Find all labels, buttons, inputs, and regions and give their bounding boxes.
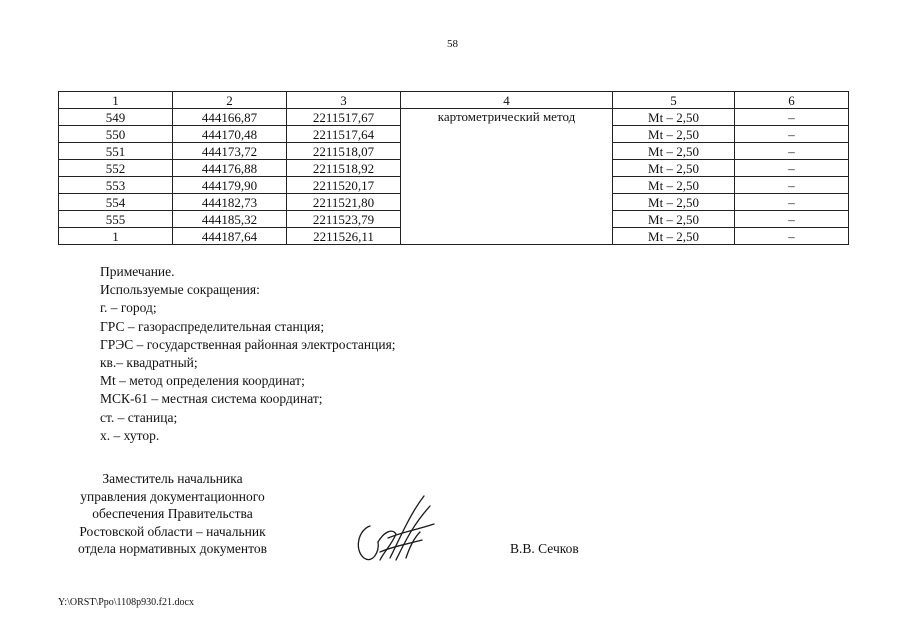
table-row bbox=[59, 109, 849, 126]
note-cell: – bbox=[735, 109, 849, 126]
note-cell: – bbox=[735, 211, 849, 228]
point-number: 551 bbox=[59, 143, 173, 160]
coordinate-x: 444173,72 bbox=[173, 143, 287, 160]
coordinate-y: 2211521,80 bbox=[287, 194, 401, 211]
coordinate-y: 2211517,67 bbox=[287, 109, 401, 126]
notes-block bbox=[100, 263, 396, 445]
point-number: 550 bbox=[59, 126, 173, 143]
coordinate-x: 444179,90 bbox=[173, 177, 287, 194]
column-header: 1 bbox=[59, 92, 173, 109]
signer-title-line: Ростовской области – начальник bbox=[79, 523, 266, 539]
coordinate-x: 444176,88 bbox=[173, 160, 287, 177]
notes-line: х. – хутор. bbox=[100, 427, 160, 443]
point-number: 1 bbox=[59, 228, 173, 245]
accuracy-cell: Mt – 2,50 bbox=[613, 211, 735, 228]
handwritten-signature bbox=[350, 488, 440, 566]
notes-title: Примечание. bbox=[100, 264, 175, 279]
signer-title-line: управления документационного bbox=[80, 488, 265, 504]
file-path: Y:\ORST\Ppo\1108p930.f21.docx bbox=[58, 597, 194, 608]
accuracy-cell: Mt – 2,50 bbox=[613, 109, 735, 126]
note-cell: – bbox=[735, 160, 849, 177]
column-header: 5 bbox=[613, 92, 735, 109]
note-cell: – bbox=[735, 126, 849, 143]
notes-line: ст. – станица; bbox=[100, 409, 178, 425]
accuracy-cell: Mt – 2,50 bbox=[613, 194, 735, 211]
coordinate-y: 2211520,17 bbox=[287, 177, 401, 194]
coordinate-y: 2211523,79 bbox=[287, 211, 401, 228]
signer-title bbox=[55, 470, 290, 558]
notes-line: ГРС – газораспределительная станция; bbox=[100, 318, 325, 334]
column-header: 4 bbox=[401, 92, 613, 109]
notes-line: Mt – метод определения координат; bbox=[100, 373, 305, 389]
note-cell: – bbox=[735, 194, 849, 211]
point-number: 553 bbox=[59, 177, 173, 194]
signer-title-line: Заместитель начальника bbox=[102, 471, 243, 486]
coordinates-table bbox=[58, 91, 849, 245]
coordinate-x: 444182,73 bbox=[173, 194, 287, 211]
point-number: 555 bbox=[59, 211, 173, 228]
notes-line: Используемые сокращения: bbox=[100, 282, 260, 298]
column-header: 2 bbox=[173, 92, 287, 109]
column-header: 6 bbox=[735, 92, 849, 109]
coordinate-y: 2211526,11 bbox=[287, 228, 401, 245]
notes-line: кв.– квадратный; bbox=[100, 355, 198, 371]
coordinate-y: 2211518,92 bbox=[287, 160, 401, 177]
coordinate-x: 444187,64 bbox=[173, 228, 287, 245]
note-cell: – bbox=[735, 143, 849, 160]
notes-line: ГРЭС – государственная районная электростанция; bbox=[100, 336, 396, 352]
notes-line: МСК-61 – местная система координат; bbox=[100, 391, 323, 407]
point-number: 549 bbox=[59, 109, 173, 126]
notes-line: г. – город; bbox=[100, 300, 157, 316]
column-header: 3 bbox=[287, 92, 401, 109]
signer-name: В.В. Сечков bbox=[510, 541, 579, 556]
accuracy-cell: Mt – 2,50 bbox=[613, 126, 735, 143]
page-number: 58 bbox=[447, 38, 458, 50]
method-cell: картометрический метод bbox=[401, 109, 613, 245]
coordinate-y: 2211518,07 bbox=[287, 143, 401, 160]
point-number: 552 bbox=[59, 160, 173, 177]
signer-title-line: отдела нормативных документов bbox=[78, 541, 267, 556]
coordinate-x: 444185,32 bbox=[173, 211, 287, 228]
coordinate-y: 2211517,64 bbox=[287, 126, 401, 143]
accuracy-cell: Mt – 2,50 bbox=[613, 143, 735, 160]
accuracy-cell: Mt – 2,50 bbox=[613, 177, 735, 194]
note-cell: – bbox=[735, 177, 849, 194]
point-number: 554 bbox=[59, 194, 173, 211]
accuracy-cell: Mt – 2,50 bbox=[613, 160, 735, 177]
accuracy-cell: Mt – 2,50 bbox=[613, 228, 735, 245]
coordinate-x: 444166,87 bbox=[173, 109, 287, 126]
coordinate-x: 444170,48 bbox=[173, 126, 287, 143]
signer-title-line: обеспечения Правительства bbox=[92, 506, 253, 521]
table-header-row bbox=[59, 92, 849, 109]
note-cell: – bbox=[735, 228, 849, 245]
